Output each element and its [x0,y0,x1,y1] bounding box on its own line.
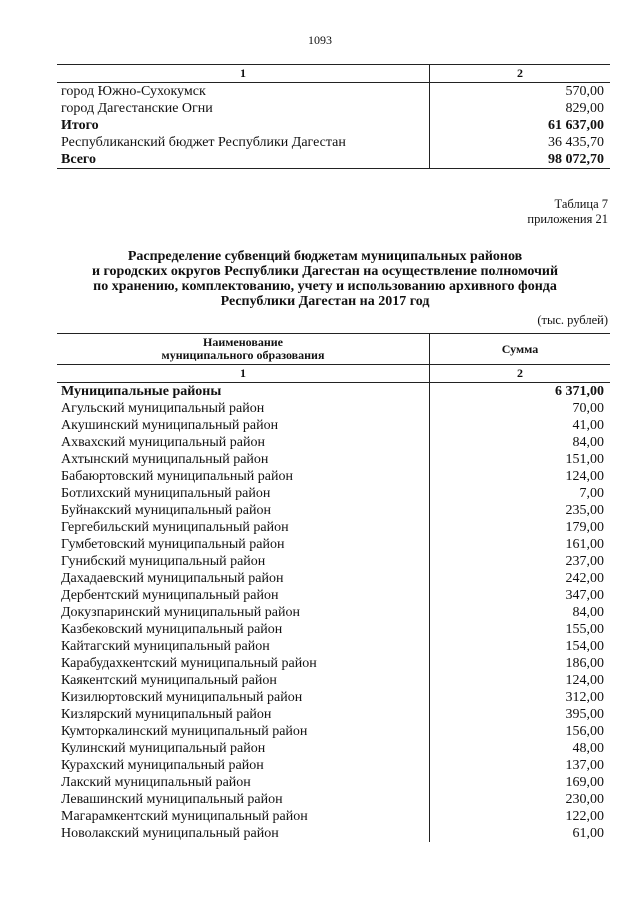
row-value: 154,00 [565,639,604,654]
header-name-line: муниципального образования [161,348,325,362]
row-name: Казбековский муниципальный район [57,621,430,638]
budget-totals-table [57,64,610,169]
row-name: Кулинский муниципальный район [57,740,430,757]
table-row [57,723,610,740]
row-value: 98 072,70 [430,151,611,169]
row-name: Дербентский муниципальный район [57,587,430,604]
table-row [57,100,610,117]
table-row [57,451,610,468]
row-value: 155,00 [565,622,604,637]
table-row [57,502,610,519]
table-row [57,485,610,502]
table-row [57,417,610,434]
title-line: по хранению, комплектованию, учету и использованию архивного фонда [93,279,557,294]
title-line: Республики Дагестан на 2017 год [220,294,430,309]
row-name: Магарамкентский муниципальный район [57,808,430,825]
row-value: 84,00 [572,605,604,620]
row-name: Кизилюртовский муниципальный район [57,689,430,706]
table-row [57,434,610,451]
row-value: 36 435,70 [548,135,604,150]
row-value: 395,00 [565,707,604,722]
row-name: Левашинский муниципальный район [57,791,430,808]
row-name: Дахадаевский муниципальный район [57,570,430,587]
row-name: Гергебильский муниципальный район [57,519,430,536]
row-value: 570,00 [565,84,604,99]
document-title [60,249,590,309]
table-row [57,740,610,757]
row-value: 48,00 [572,741,604,756]
row-value: 124,00 [565,469,604,484]
row-value: 124,00 [565,673,604,688]
table-row [57,604,610,621]
table-row [57,774,610,791]
row-name: Бабаюртовский муниципальный район [57,468,430,485]
column-number-2: 2 [430,65,611,83]
row-name: Карабудахкентский муниципальный район [57,655,430,672]
table-reference [527,197,608,227]
header-sum-cell: Сумма [430,334,611,365]
row-value: 347,00 [565,588,604,603]
row-value: 41,00 [572,418,604,433]
row-name: Кизлярский муниципальный район [57,706,430,723]
table-row [57,825,610,842]
row-value: 7,00 [579,486,604,501]
row-name: Ахтынский муниципальный район [57,451,430,468]
table-row [57,553,610,570]
row-name: Гумбетовский муниципальный район [57,536,430,553]
row-value: 61 637,00 [548,118,604,133]
row-value: 230,00 [565,792,604,807]
table-row [57,791,610,808]
table-row [57,587,610,604]
row-name: Республиканский бюджет Республики Дагестан [57,134,430,151]
table-reference-line: Таблица 7 [554,197,608,211]
table-row [57,808,610,825]
row-value: 61,00 [572,826,604,841]
table-row [57,621,610,638]
table-reference-line: приложения 21 [527,212,608,226]
table-row [57,117,610,134]
row-value: 6 371,00 [555,384,604,399]
row-name: Каякентский муниципальный район [57,672,430,689]
row-value: 70,00 [572,401,604,416]
column-number-1: 1 [57,65,430,83]
row-value: 237,00 [565,554,604,569]
table-row [57,134,610,151]
row-value: 179,00 [565,520,604,535]
row-value: 151,00 [565,452,604,467]
row-name: Кумторкалинский муниципальный район [57,723,430,740]
row-name: Всего [57,151,430,169]
row-name: Агульский муниципальный район [57,400,430,417]
row-name: Новолакский муниципальный район [57,825,430,842]
row-value: 242,00 [565,571,604,586]
row-name: город Дагестанские Огни [57,100,430,117]
table-row [57,689,610,706]
table-row [57,672,610,689]
table-row [57,151,610,169]
table-row [57,757,610,774]
table-row [57,536,610,553]
row-value: 161,00 [565,537,604,552]
page-number: 1093 [308,33,332,47]
table-row [57,655,610,672]
units-label: (тыс. рублей) [537,313,608,327]
row-value: 829,00 [565,101,604,116]
table-row [57,570,610,587]
row-value: 156,00 [565,724,604,739]
row-name: Буйнакский муниципальный район [57,502,430,519]
column-number-1: 1 [57,365,430,383]
table-row [57,706,610,723]
title-line: Распределение субвенций бюджетам муниципальных районов [127,249,523,264]
table-row [57,83,610,101]
row-name: Докузпаринский муниципальный район [57,604,430,621]
row-name: город Южно-Сухокумск [57,83,430,101]
table-row [57,638,610,655]
row-name: Кайтагский муниципальный район [57,638,430,655]
row-name: Итого [57,117,430,134]
row-value: 312,00 [565,690,604,705]
row-name: Курахский муниципальный район [57,757,430,774]
table-row [57,519,610,536]
column-number-row [57,365,610,383]
subvention-distribution-table [57,333,610,842]
header-name-line: Наименование [203,335,283,349]
column-number-2: 2 [430,365,611,383]
column-number-row [57,65,610,83]
row-name: Ахвахский муниципальный район [57,434,430,451]
row-value: 137,00 [565,758,604,773]
row-value: 169,00 [565,775,604,790]
row-name: Гунибский муниципальный район [57,553,430,570]
table-row [57,400,610,417]
table-row [57,468,610,485]
row-value: 186,00 [565,656,604,671]
row-value: 84,00 [572,435,604,450]
row-name: Муниципальные районы [57,383,430,401]
row-name: Лакский муниципальный район [57,774,430,791]
row-value: 235,00 [565,503,604,518]
row-name: Акушинский муниципальный район [57,417,430,434]
title-line: и городских округов Республики Дагестан на осуществление полномочий [91,264,559,279]
table-header-row [57,334,610,365]
table-row [57,383,610,401]
row-value: 122,00 [565,809,604,824]
row-name: Ботлихский муниципальный район [57,485,430,502]
header-name-cell [57,334,430,365]
